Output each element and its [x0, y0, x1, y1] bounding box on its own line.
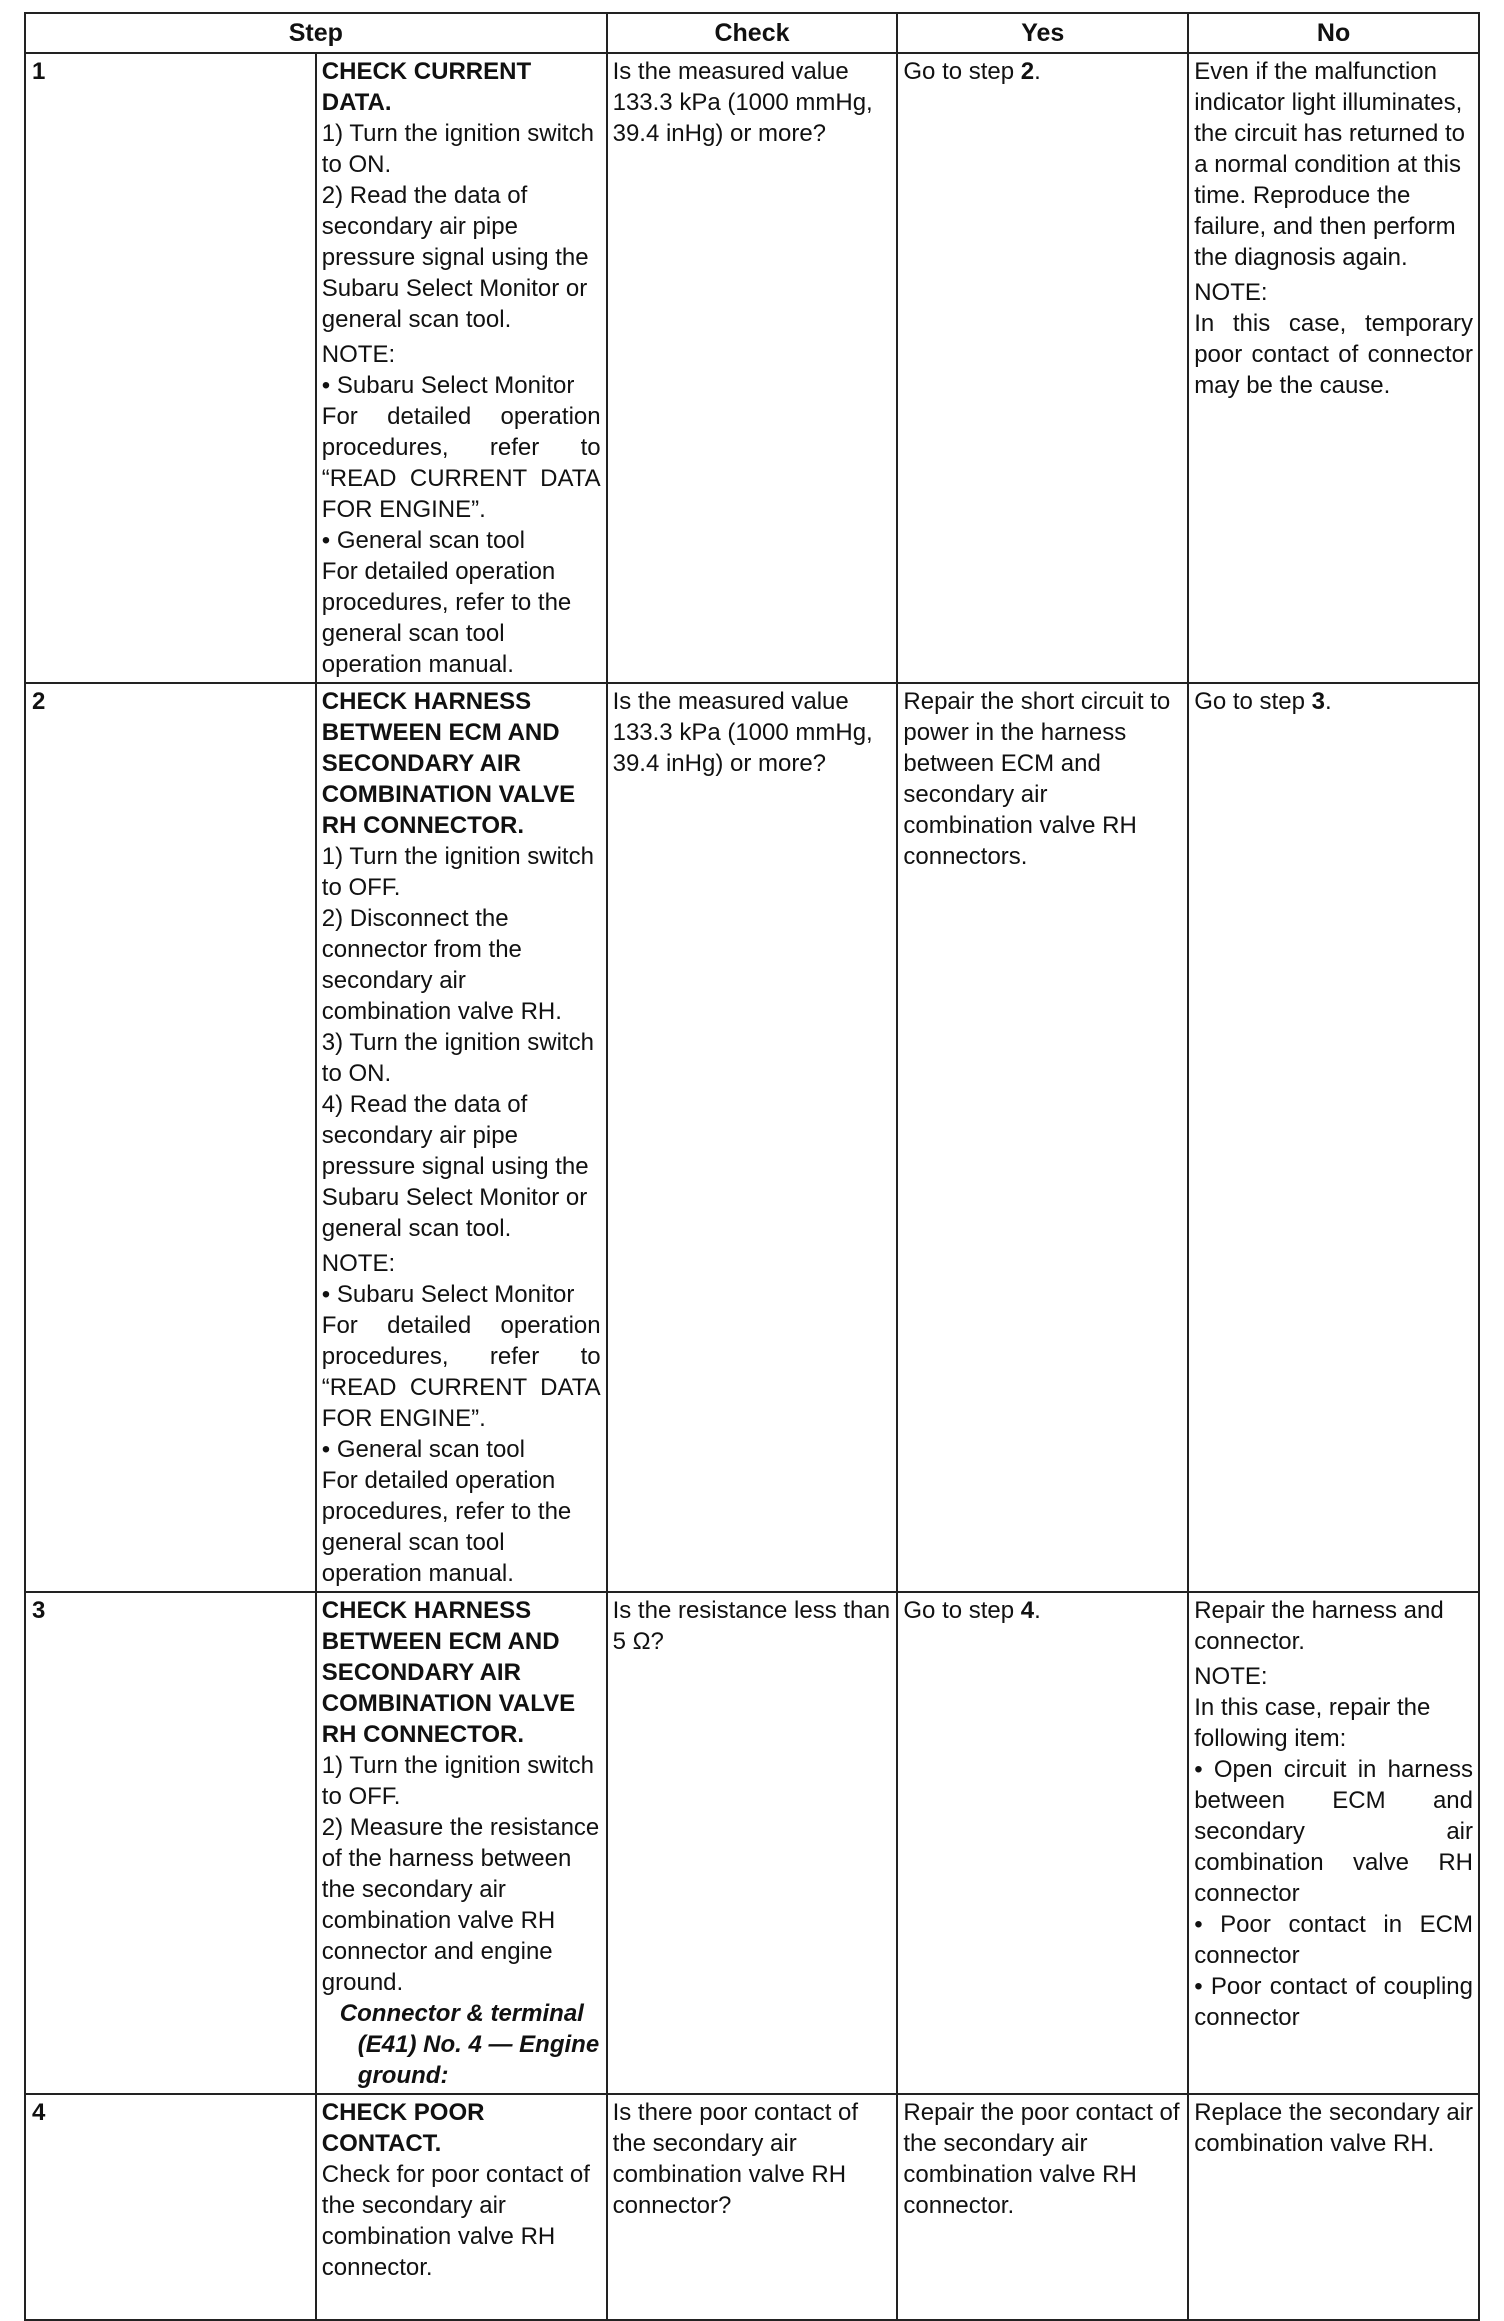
- no-suffix: .: [1324, 688, 1332, 715]
- step-title: CHECK HARNESS BETWEEN ECM AND SECONDARY AIR COMBINATION VALVE RH CONNECTOR.: [321, 688, 576, 839]
- note-text: In this case, temporary poor contact of connector may be the cause.: [1194, 310, 1473, 399]
- note-label: NOTE:: [1194, 1663, 1268, 1690]
- step-line: 2) Read the data of secondary air pipe pressure signal using the Subaru Select Monitor or general scan tool.: [321, 182, 589, 333]
- table-row: [25, 1592, 1479, 2094]
- step-line: 1) Turn the ignition switch to ON.: [321, 120, 594, 178]
- step-content: [316, 683, 607, 1592]
- check-cell: Is the resistance less than 5 Ω?: [607, 1592, 898, 2094]
- step-ref: 4: [1020, 1597, 1035, 1624]
- yes-suffix: .: [1034, 58, 1041, 85]
- step-content: [316, 2094, 607, 2320]
- note-bullet: • General scan tool: [321, 1436, 525, 1463]
- note-text: For detailed operation procedures, refer to “READ CURRENT DATA FOR ENGINE”.: [321, 403, 601, 523]
- yes-cell: Repair the poor contact of the secondary air combination valve RH connector.: [897, 2094, 1188, 2320]
- header-step: Step: [25, 13, 607, 53]
- step-ref: 3: [1311, 688, 1325, 715]
- header-no: No: [1188, 13, 1479, 53]
- step-content: [316, 53, 607, 683]
- step-number: 4: [25, 2094, 316, 2320]
- note-text: In this case, repair the following item:: [1194, 1694, 1431, 1752]
- note-text: For detailed operation procedures, refer to “READ CURRENT DATA FOR ENGINE”.: [321, 1312, 601, 1432]
- step-content: [316, 1592, 607, 2094]
- note-label: NOTE:: [321, 1250, 396, 1277]
- note-bullet: • General scan tool: [321, 527, 525, 554]
- spec-value: (E41) No. 4 — Engine ground:: [357, 2031, 600, 2089]
- table-row: [25, 683, 1479, 1592]
- step-number: 1: [25, 53, 316, 683]
- note-bullet: • Open circuit in harness between ECM and secondary air combination valve RH connector: [1194, 1756, 1473, 1907]
- note-bullet: • Poor contact in ECM connector: [1194, 1911, 1473, 1969]
- step-title: CHECK POOR CONTACT.: [321, 2099, 485, 2157]
- header-check: Check: [607, 13, 898, 53]
- step-title: CHECK CURRENT DATA.: [321, 58, 532, 116]
- step-title: CHECK HARNESS BETWEEN ECM AND SECONDARY AIR COMBINATION VALVE RH CONNECTOR.: [321, 1597, 576, 1748]
- step-number: 3: [25, 1592, 316, 2094]
- no-cell: [1188, 1592, 1479, 2094]
- note-text: For detailed operation procedures, refer to the general scan tool operation manual.: [321, 1467, 572, 1587]
- yes-suffix: .: [1034, 1597, 1041, 1624]
- step-line: 2) Disconnect the connector from the secondary air combination valve RH.: [321, 905, 562, 1025]
- table-row: [25, 2094, 1479, 2320]
- spec-label: Connector & terminal: [339, 2000, 584, 2027]
- note-bullet: • Poor contact of coupling connector: [1194, 1973, 1473, 2031]
- step-ref: 2: [1020, 58, 1035, 85]
- step-line: 2) Measure the resistance of the harness between the secondary air combination valve RH connector and engine ground.: [321, 1814, 600, 1996]
- check-cell: Is there poor contact of the secondary air combination valve RH connector?: [607, 2094, 898, 2320]
- no-cell: [1188, 53, 1479, 683]
- no-text: Repair the harness and connector.: [1194, 1597, 1444, 1655]
- step-line: Check for poor contact of the secondary air combination valve RH connector.: [321, 2161, 590, 2281]
- step-line: 1) Turn the ignition switch to OFF.: [321, 1752, 594, 1810]
- note-label: NOTE:: [1194, 279, 1268, 306]
- yes-text: Go to step: [903, 1597, 1021, 1624]
- yes-text: Go to step: [903, 58, 1021, 85]
- step-line: 4) Read the data of secondary air pipe pressure signal using the Subaru Select Monitor or general scan tool.: [321, 1091, 589, 1242]
- diagnostic-procedure-table: [24, 12, 1480, 2321]
- step-line: 1) Turn the ignition switch to OFF.: [321, 843, 594, 901]
- no-text: Even if the malfunction indicator light illuminates, the circuit has returned to a normal condition at this time. Reproduce the failure, and then perform the diagnosis again.: [1194, 58, 1465, 271]
- header-yes: Yes: [897, 13, 1188, 53]
- check-cell: Is the measured value 133.3 kPa (1000 mmHg, 39.4 inHg) or more?: [607, 683, 898, 1592]
- no-cell: [1188, 683, 1479, 1592]
- note-bullet: • Subaru Select Monitor: [321, 372, 575, 399]
- yes-cell: [897, 1592, 1188, 2094]
- yes-cell: [897, 53, 1188, 683]
- no-text: Go to step: [1194, 688, 1312, 715]
- step-number: 2: [25, 683, 316, 1592]
- check-cell: Is the measured value 133.3 kPa (1000 mmHg, 39.4 inHg) or more?: [607, 53, 898, 683]
- note-label: NOTE:: [321, 341, 396, 368]
- no-cell: Replace the secondary air combination valve RH.: [1188, 2094, 1479, 2320]
- note-bullet: • Subaru Select Monitor: [321, 1281, 575, 1308]
- yes-cell: Repair the short circuit to power in the harness between ECM and secondary air combination valve RH connectors.: [897, 683, 1188, 1592]
- note-text: For detailed operation procedures, refer to the general scan tool operation manual.: [321, 558, 572, 678]
- table-row: [25, 53, 1479, 683]
- table-header-row: [25, 13, 1479, 53]
- step-line: 3) Turn the ignition switch to ON.: [321, 1029, 594, 1087]
